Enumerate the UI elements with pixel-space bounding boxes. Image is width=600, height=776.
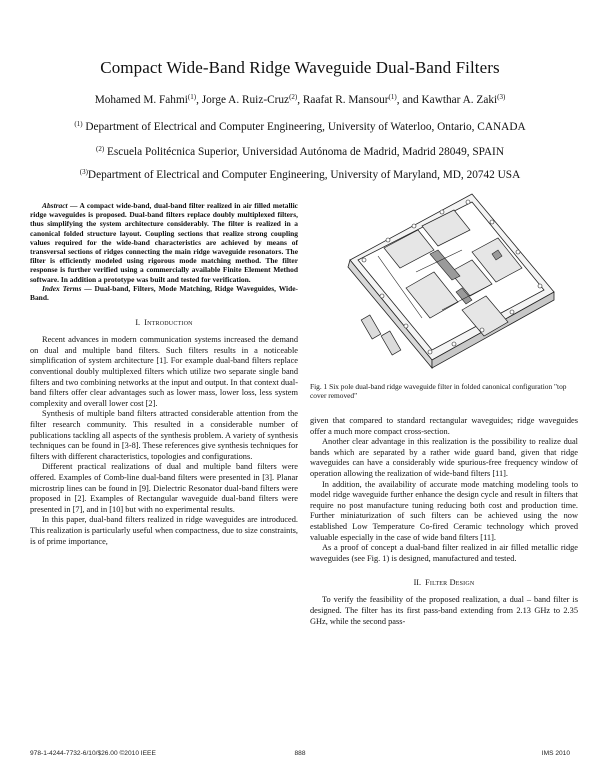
section-heading-filter-design [310,578,578,587]
author-name: Jorge A. Ruiz-Cruz [201,94,290,106]
author-separator: , [196,94,202,106]
left-column [30,201,298,547]
body-paragraph: Another clear advantage in this realization is the possibility to realize dual bands which are separated by a rather wide guard band, given that ridge waveguides can have a considerably wide spurious-free frequency window of operation allowing the realization of wide-band filters [11]. [310,437,578,478]
paper-title: Compact Wide-Band Ridge Waveguide Dual-Band Filters [100,58,500,77]
folded-ridge-filter-illustration [322,192,570,372]
abstract-label: Abstract [42,201,68,210]
section-title: Filter Design [425,578,475,588]
affiliation-text: Department of Electrical and Computer Engineering, University of Maryland, MD, 20742 USA [87,169,521,181]
affiliation-1 [0,120,600,133]
author-separator: , [297,94,303,106]
author-affil-mark: (2) [289,93,298,101]
author-name: Kawthar A. Zaki [421,94,498,106]
footer-conference: IMS 2010 [541,750,570,757]
affiliation-3 [0,168,600,181]
affiliation-mark: (3) [79,168,88,176]
abstract-text: — A compact wide-band, dual-band filter realized in air filled metallic ridge waveguides is proposed. Dual-band filters replace doubly multiplexed filters, thus simplifying the system architecture considerably. The filter is realized in a canonical folded structure layout. Coupling sections that realize strong coupling values required for the wide-band characteristics are achieved by means of transversal sections of ridges connecting the main ridge waveguide resonators. The filter is efficiently modeled using rigorous mode matching method. The filter response is further verified using a commercially available Finite Element Method software. In addition a prototype was built and tested for verification. [30,201,298,284]
body-paragraph: given that compared to standard rectangular waveguides; ridge waveguides offer a much more compact cross-section. [310,416,578,436]
section-title: Introduction [144,318,193,328]
index-terms-label: Index Terms [42,283,82,293]
index-terms [30,284,298,302]
author-list [0,93,600,106]
author-affil-mark: (1) [388,93,397,101]
affiliation-text: Department of Electrical and Computer Engineering, University of Waterloo, Ontario, CANADA [82,121,526,133]
author-affil-mark: (1) [187,93,197,101]
index-terms-text: — Dual-band, Filters, Mode Matching, Ridge Waveguides, Wide-Band. [30,283,298,303]
footer-copyright: 978-1-4244-7732-6/10/$26.00 ©2010 IEEE [30,750,156,757]
author-separator: , and [396,94,422,106]
affiliation-2 [0,145,600,158]
filter-figure [322,192,570,372]
body-paragraph: Recent advances in modern communication systems increased the demand on dual and multiple band filters. Such filters results in a noticeable simplification of system architecture [1]. For example dual-band filters replace conventional doubly multiplexed filters which utilize two separate single band filters and two combining networks at the input and output. In that context dual-band filters offer clear advantages such as lower mass, lower loss, less system complexity and overall lower cost [2]. [30,335,298,408]
author-affil-mark: (3) [497,93,506,101]
affiliation-mark: (2) [96,145,105,153]
right-column [310,416,578,627]
input-connector [361,315,381,339]
body-paragraph: As a proof of concept a dual-band filter realized in air filled metallic ridge waveguides (see Fig. 1) is designed, manufactured and tested. [310,543,578,563]
author-name: Raafat R. Mansour [302,94,389,106]
affiliation-text: Escuela Politécnica Superior, Universidad Autónoma de Madrid, Madrid 28049, SPAIN [104,146,504,158]
body-paragraph: Different practical realizations of dual and multiple band filters were offered. Examples of Comb-line dual-band filters were presented in [3]. Planar microstrip lines can be found in [9]. Dielectric Resonator dual-band filters were proposed in [2]. Examples of Rectangular waveguide dual-band filters were presented in [7], and in [10] but with no experimental results. [30,462,298,514]
output-connector [381,331,401,355]
section-number: I. [135,318,141,328]
section-heading-introduction [30,318,298,327]
body-paragraph: To verify the feasibility of the proposed realization, a dual – band filter is designed. The filter has its first pass-band extending from 2.13 GHz to 2.35 GHz, while the second pass- [310,595,578,626]
section-number: II. [413,578,422,588]
body-paragraph: Synthesis of multiple band filters attracted considerable attention from the filter research community. This resulted in a considerable number of publications tackling all aspects of the synthesis problem. A variety of synthesis techniques can be found in [3-8]. These references give synthesis techniques for filters with different characteristics, topologies and configurations. [30,409,298,461]
figure-caption: Fig. 1 Six pole dual-band ridge waveguide filter in folded canonical configuration "top cover removed" [310,382,567,400]
abstract [30,201,298,284]
body-paragraph: In this paper, dual-band filters realized in ridge waveguides are introduced. This realization is particularly useful when compactness, due to size constraints, is of prime importance, [30,515,298,546]
body-paragraph: In addition, the availability of accurate mode matching modeling tools to model ridge waveguide further enhance the design cycle and result in filters that require no post manufacture tuning reducing both cost and production time. Further miniaturization of such filters can be achieved using the now established Low Temperature Co-fired Ceramic technology which proved valuable especially in the case of wide band filters [11]. [310,479,578,542]
affiliation-mark: (1) [74,120,83,128]
footer-page-number: 888 [294,750,306,757]
author-name: Mohamed M. Fahmi [94,94,188,106]
